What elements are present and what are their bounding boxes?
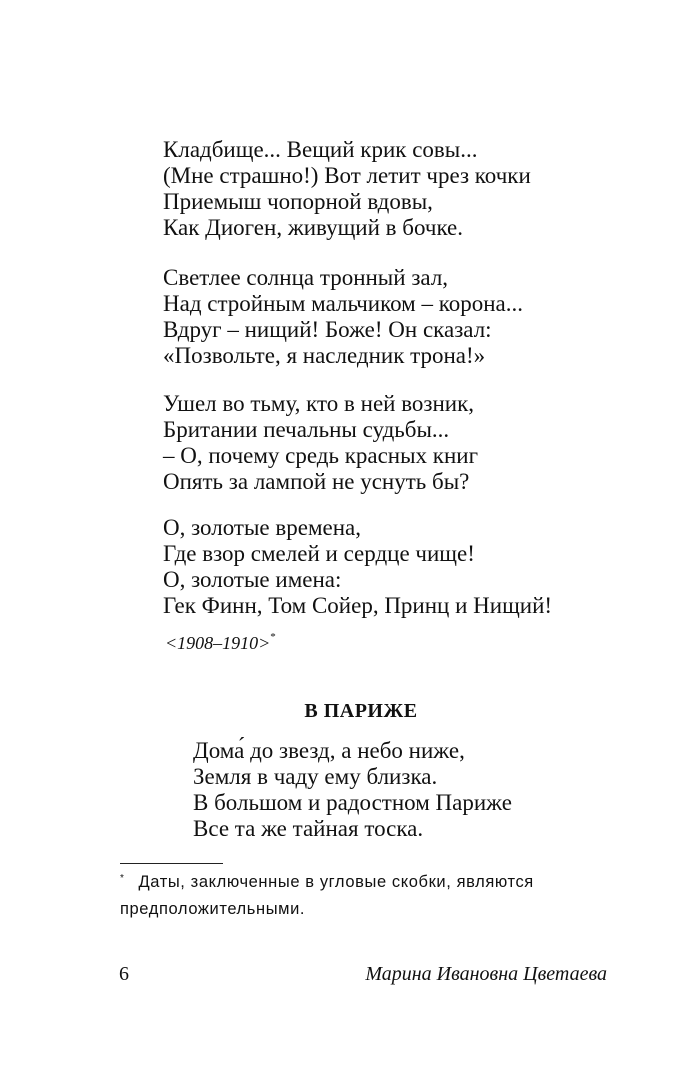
verse-line: (Мне страшно!) Вот летит чрез кочки <box>163 163 531 188</box>
verse-line: – О, почему средь красных книг <box>163 443 479 468</box>
verse-line: В большом и радостном Париже <box>193 790 512 815</box>
verse-line: Как Диоген, живущий в бочке. <box>163 215 464 240</box>
verse-line: Приемыш чопорной вдовы, <box>163 189 433 214</box>
footnote <box>120 870 605 921</box>
stanza-4 <box>163 515 552 619</box>
verse-line: Земля в чаду ему близка. <box>193 764 438 789</box>
verse-line: Где взор смелей и сердце чище! <box>163 541 475 566</box>
stanza-1 <box>163 137 531 241</box>
poem-title <box>0 700 682 723</box>
verse-line: Гек Финн, Том Сойер, Принц и Нищий! <box>163 593 553 618</box>
running-footer-author: Марина Ивановна Цветаева <box>365 963 607 985</box>
verse-line: О, золотые времена, <box>163 515 361 540</box>
verse-line: Над стройным мальчиком – корона... <box>163 291 523 316</box>
verse-line: «Позвольте, я наследник трона!» <box>163 343 486 368</box>
poem-title-text: В ПАРИЖЕ <box>304 700 418 722</box>
footnote-text: Даты, заключенные в угловые скобки, являются предположительными. <box>120 873 534 918</box>
footnote-divider <box>120 863 223 864</box>
stanza-2 <box>163 265 523 369</box>
verse-line: Опять за лампой не уснуть бы? <box>163 469 470 494</box>
footnote-reference-mark: * <box>270 631 276 643</box>
verse-line: Британии печальны судьбы... <box>163 417 450 442</box>
footnote-mark: * <box>120 873 125 884</box>
verse-line: Все та же тайная тоска. <box>193 816 424 841</box>
stanza-3 <box>163 391 478 495</box>
verse-line: Светлее солнца тронный зал, <box>163 265 449 290</box>
verse-line: О, золотые имена: <box>163 567 342 592</box>
verse-line: Кладбище... Вещий крик совы... <box>163 137 478 162</box>
verse-line: Дома́ до звезд, а небо ниже, <box>193 738 465 763</box>
second-poem-stanza <box>193 738 512 842</box>
page-number: 6 <box>119 963 129 985</box>
verse-line: Вдруг – нищий! Боже! Он сказал: <box>163 317 492 342</box>
poem-date-text: <1908–1910> <box>165 633 271 653</box>
verse-line: Ушел во тьму, кто в ней возник, <box>163 391 475 416</box>
poem-date <box>165 633 276 654</box>
